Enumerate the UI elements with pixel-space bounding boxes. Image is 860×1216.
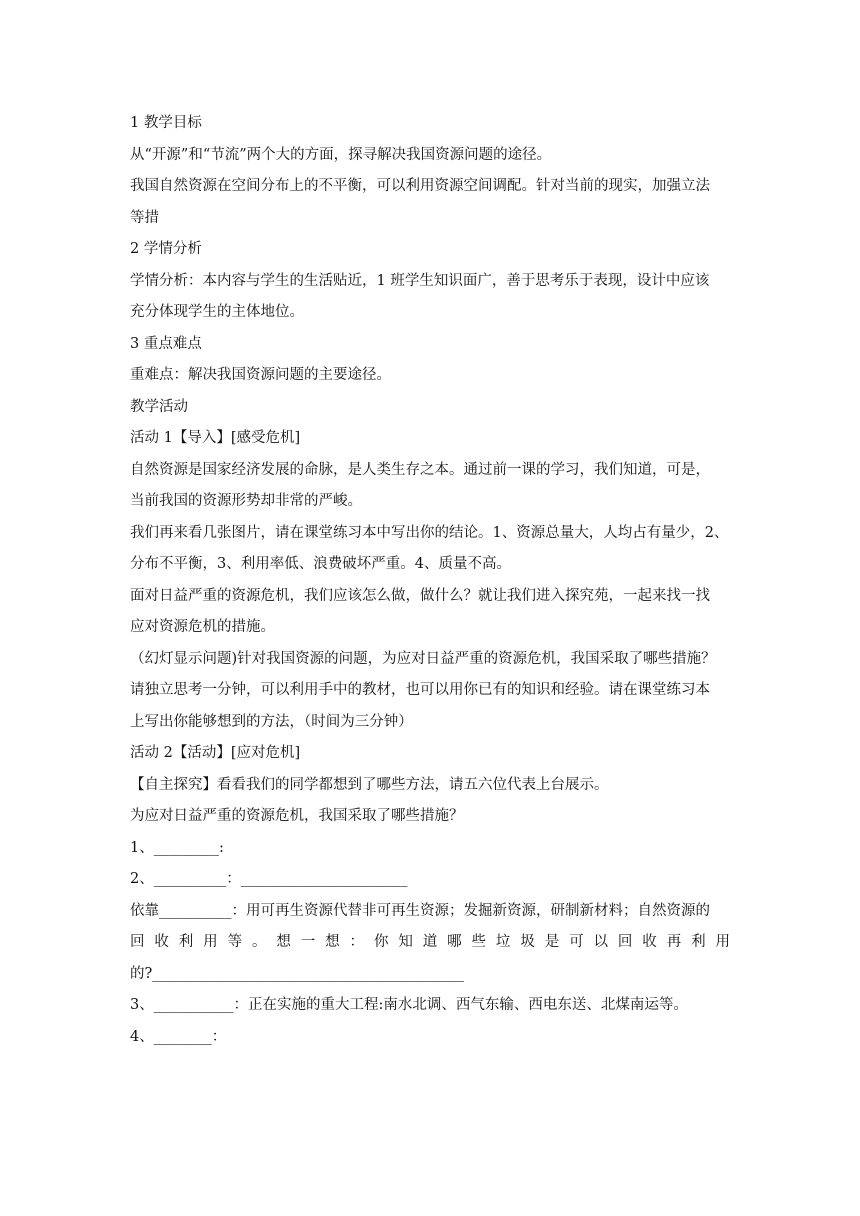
activity-1-line-1: 自然资源是国家经济发展的命脉，是人类生存之本。通过前一课的学习，我们知道，可是， [130,461,710,478]
analysis-line-2: 充分体现学生的主体地位。 [130,304,304,320]
analysis-line-1: 学情分析：本内容与学生的生活贴近，1 班学生知识面广，善于思考乐于表现，设计中应该 [130,272,710,289]
activity-1-line-3: 我们再来看几张图片，请在课堂练习本中写出你的结论。1、资源总量大，人均占有量少，2、 [130,524,729,541]
activity-2-line-2: 为应对日益严重的资源危机，我国采取了哪些措施？ [130,808,464,824]
activity-1-line-8: 请独立思考一分钟，可以利用手中的教材，也可以用你已有的知识和经验。请在课堂练习本 [130,682,710,698]
fill-blank-1: 1、_________: [130,839,224,856]
activity-1-title: 活动 1【导入】[感受危机] [130,430,301,446]
activity-1-line-9: 上写出你能够想到的方法，（时间为三分钟） [130,713,413,730]
heading-key-points: 3 重点难点 [130,335,202,352]
heading-teaching-activities: 教学活动 [130,398,188,415]
fill-blank-2: 2、__________：_______________________ [130,871,408,887]
activity-1-line-2: 当前我国的资源形势却非常的严峻。 [130,493,362,509]
activity-2-line-5: 的?___________________________________________ [130,965,465,982]
goal-line-3: 等措 [130,209,159,226]
fill-blank-3: 3、___________：正在实施的重大工程:南水北调、西气东输、西电东送、北煤南运等。 [130,997,688,1013]
key-points-line: 重难点：解决我国资源问题的主要途径。 [130,367,391,383]
goal-line-2: 我国自然资源在空间分布上的不平衡，可以利用资源空间调配。针对当前的现实，加强立法 [130,178,710,194]
activity-1-line-5: 面对日益严重的资源危机，我们应该怎么做，做什么？就让我们进入探究苑，一起来找一找 [130,587,710,604]
activity-2-line-1: 【自主探究】看看我们的同学都想到了哪些方法，请五六位代表上台展示。 [130,776,609,793]
heading-teaching-goals: 1 教学目标 [130,115,202,131]
activity-2-line-3: 依靠__________：用可再生资源代替非可再生资源；发掘新资源，研制新材料；自然资源的 [130,902,710,919]
activity-1-line-4: 分布不平衡，3、利用率低、浪费破坏严重。4、质量不高。 [130,556,511,572]
goal-line-1: 从“开源”和“节流”两个大的方面，探寻解决我国资源问题的途径。 [130,146,552,163]
activity-1-line-7: （幻灯显示问题)针对我国资源的问题，为应对日益严重的资源危机，我国采取了哪些措施？ [130,650,716,667]
activity-2-line-4: 回 收 利 用 等 。 想 一 想 ： 你 知 道 哪 些 垃 圾 是 可 以 回 收 再 利 用 [130,934,730,950]
activity-2-title: 活动 2【活动】[应对危机] [130,745,301,761]
document-page [130,108,730,1053]
heading-student-analysis: 2 学情分析 [130,241,202,257]
fill-blank-4: 4、________： [130,1028,227,1045]
activity-1-line-6: 应对资源危机的措施。 [130,619,275,635]
